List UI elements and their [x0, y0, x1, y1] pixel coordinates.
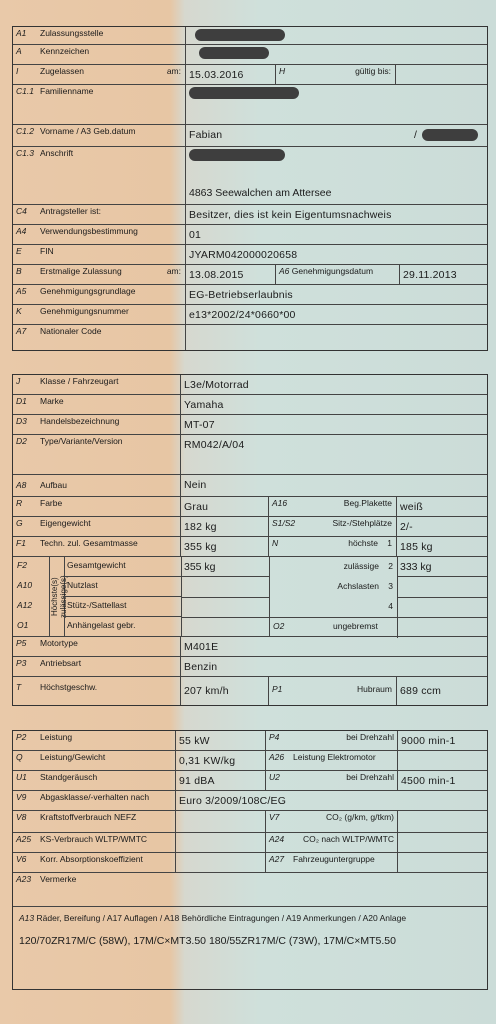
row-g: [13, 517, 487, 537]
row-v8: [13, 811, 487, 833]
slash-sep: /: [414, 129, 418, 141]
value-bereifung: 120/70ZR17M/C (58W), 17M/C×MT3.50 180/55ZR17M/C (73W), 17M/C×MT5.50: [19, 935, 396, 947]
code-d2: D2: [16, 436, 27, 446]
value-type: RM042/A/04: [184, 439, 245, 451]
value-drehzahl-u2: 4500 min-1: [401, 775, 456, 787]
label-a: Kennzeichen: [40, 46, 90, 56]
code-t: T: [16, 682, 22, 692]
code-h: H: [279, 66, 286, 76]
vertical-label-hoechstzulaessig: Höchste(s) zulässige(s): [49, 557, 65, 637]
code-c13: C1.3: [16, 148, 34, 158]
value-verwendung: 01: [189, 229, 202, 241]
code-a8: A8: [16, 480, 27, 490]
label-a13: Räder, Bereifung / A17 Auflagen / A18 Behördliche Eintragungen / A19 Anmerkungen / A20 Anlage: [36, 913, 407, 923]
value-marke: Yamaha: [184, 399, 224, 411]
value-hubraum: 689 ccm: [400, 685, 442, 697]
value-leistung: 55 kW: [176, 731, 266, 750]
value-sitzplaetze: 2/-: [400, 521, 413, 533]
value-leistungsgewicht: 0,31 KW/kg: [176, 751, 266, 770]
redaction-bar: [189, 87, 299, 99]
value-motortype: M401E: [184, 641, 219, 653]
code-a25: A25: [16, 834, 32, 844]
row-a13: [13, 907, 487, 989]
code-b: B: [16, 266, 22, 276]
label-v9: Abgasklasse/-verhalten nach: [40, 792, 150, 802]
row-e: [13, 245, 487, 265]
label-hubraum: Hubraum: [357, 684, 392, 694]
row-t: [13, 677, 487, 705]
code-n: N: [272, 538, 279, 548]
weights-block: [13, 557, 487, 637]
code-o1: O1: [17, 620, 29, 630]
row-a8: [13, 475, 487, 497]
label-g: Eigengewicht: [40, 518, 91, 528]
value-zugelassen: 15.03.2016: [186, 65, 276, 84]
section-registration: [12, 26, 488, 351]
label-b: Erstmalige Zulassung: [40, 266, 122, 276]
label-sitzplaetze: Sitz-/Stehplätze: [332, 518, 392, 528]
label-p2: Leistung: [40, 732, 73, 742]
row-v9: [13, 791, 487, 811]
row-p5: [13, 637, 487, 657]
code-e: E: [16, 246, 22, 256]
code-g: G: [16, 518, 23, 528]
row-v6: [13, 853, 487, 873]
code-v6: V6: [16, 854, 27, 864]
code-u1: U1: [16, 772, 27, 782]
redaction-bar: [199, 47, 269, 59]
row-k: [13, 305, 487, 325]
value-handelsbezeichnung: MT-07: [184, 419, 215, 431]
code-u2: U2: [269, 772, 280, 782]
code-o2: O2: [273, 621, 285, 631]
axle-number-4: 4: [388, 601, 393, 611]
code-a6: A6: [279, 266, 290, 276]
label-a1: Zulassungsstelle: [40, 28, 104, 38]
row-c12: [13, 125, 487, 147]
label-a7: Nationaler Code: [40, 326, 102, 336]
code-d1: D1: [16, 396, 27, 406]
row-a5: [13, 285, 487, 305]
label-v8: Kraftstoffverbrauch NEFZ: [40, 812, 137, 822]
label-ungebremst: ungebremst: [333, 621, 378, 631]
label-co2-wltp: CO₂ nach WLTP/WMTC: [303, 834, 394, 844]
label-t: Höchstgeschw.: [40, 682, 98, 692]
label-c13: Anschrift: [40, 148, 74, 158]
value-drehzahl: 9000 min-1: [401, 735, 456, 747]
label-d3: Handelsbezeichnung: [40, 416, 120, 426]
redaction-bar: [189, 149, 285, 161]
row-a1: [13, 27, 487, 45]
code-d3: D3: [16, 416, 27, 426]
label-anhaengelast: Anhängelast gebr.: [67, 620, 136, 630]
value-gesamtmasse: 355 kg: [181, 537, 269, 556]
code-a26: A26: [269, 752, 285, 762]
label-am: am:: [166, 266, 181, 276]
row-a: [13, 45, 487, 65]
code-c12: C1.2: [16, 126, 34, 136]
redaction-bar: [195, 29, 285, 41]
value-achslast-hoechste: 185 kg: [400, 541, 433, 553]
axle-number-2: 2: [388, 561, 393, 571]
code-a24: A24: [269, 834, 285, 844]
code-p3: P3: [16, 658, 27, 668]
label-j: Klasse / Fahrzeugart: [40, 376, 119, 386]
label-d2: Type/Variante/Version: [40, 436, 123, 446]
code-a5: A5: [16, 286, 27, 296]
row-a25: [13, 833, 487, 853]
label-untergruppe: Fahrzeuguntergruppe: [293, 854, 375, 864]
label-k: Genehmigungsnummer: [40, 306, 129, 316]
row-d3: [13, 415, 487, 435]
label-a5: Genehmigungsgrundlage: [40, 286, 136, 296]
label-a8: Aufbau: [40, 480, 67, 490]
code-f1: F1: [16, 538, 26, 548]
row-p2: [13, 731, 487, 751]
value-vorname: Fabian: [189, 129, 223, 141]
row-u1: [13, 771, 487, 791]
row-p3: [13, 657, 487, 677]
code-a7: A7: [16, 326, 27, 336]
axle-number-3: 3: [388, 581, 393, 591]
code-a23: A23: [16, 874, 32, 884]
value-fin: JYARM042000020658: [189, 249, 298, 261]
label-i: Zugelassen: [40, 66, 84, 76]
label-v6: Korr. Absorptionskoeffizient: [40, 854, 143, 864]
row-b: [13, 265, 487, 285]
code-a4: A4: [16, 226, 27, 236]
row-r: [13, 497, 487, 517]
section-vehicle: [12, 374, 488, 706]
row-a23: [13, 873, 487, 907]
label-c4: Antragsteller ist:: [40, 206, 101, 216]
row-d1: [13, 395, 487, 415]
label-elektromotor: Leistung Elektromotor: [293, 752, 376, 762]
value-genehmigungsdatum: 29.11.2013: [403, 269, 457, 281]
value-abgasklasse: Euro 3/2009/108C/EG: [179, 795, 287, 807]
label-p5: Motortype: [40, 638, 78, 648]
code-a: A: [16, 46, 22, 56]
code-q: Q: [16, 752, 23, 762]
code-a13: A13: [19, 913, 35, 923]
value-anschrift: 4863 Seewalchen am Attersee: [189, 186, 332, 199]
section-technical: [12, 730, 488, 990]
label-r: Farbe: [40, 498, 63, 508]
row-a7: [13, 325, 487, 350]
code-i: I: [16, 66, 19, 76]
label-stuetzlast: Stütz-/Sattellast: [63, 597, 181, 617]
value-genehmigungsgrundlage: EG-Betriebserlaubnis: [189, 289, 293, 301]
row-c11: [13, 85, 487, 125]
row-a4: [13, 225, 487, 245]
row-f1: [13, 537, 487, 557]
code-a12: A12: [17, 600, 33, 610]
label-drehzahl-u2: bei Drehzahl: [346, 772, 394, 782]
value-aufbau: Nein: [184, 479, 207, 491]
value-eigengewicht: 182 kg: [181, 517, 269, 536]
label-d1: Marke: [40, 396, 64, 406]
code-p2: P2: [16, 732, 27, 742]
code-j: J: [16, 376, 21, 386]
value-plakette: weiß: [400, 501, 423, 513]
code-c11: C1.1: [16, 86, 34, 96]
label-e: FIN: [40, 246, 54, 256]
label-achslasten: Achslasten: [337, 581, 379, 591]
code-p4: P4: [269, 732, 280, 742]
label-c11: Familienname: [40, 86, 94, 96]
value-genehmigungsnummer: e13*2002/24*0660*00: [189, 309, 296, 321]
redaction-bar: [422, 129, 478, 141]
label-hoechste: höchste: [348, 538, 378, 548]
label-c12: Vorname / A3 Geb.datum: [40, 126, 136, 136]
label-u1: Standgeräusch: [40, 772, 98, 782]
value-klasse: L3e/Motorrad: [184, 379, 249, 391]
code-a16: A16: [272, 498, 288, 508]
code-p1: P1: [272, 684, 283, 694]
label-am: am:: [166, 66, 181, 76]
value-antragsteller: Besitzer, dies ist kein Eigentumsnachweis: [189, 209, 392, 221]
value-achslast-zulaessig: 333 kg: [397, 557, 487, 577]
label-p3: Antriebsart: [40, 658, 82, 668]
code-s1s2: S1/S2: [272, 518, 296, 528]
value-gesamtgewicht: 355 kg: [181, 557, 269, 577]
row-d2: [13, 435, 487, 475]
code-a1: A1: [16, 28, 27, 38]
row-c13: [13, 147, 487, 205]
code-a10: A10: [17, 580, 33, 590]
code-v7: V7: [269, 812, 280, 822]
label-gueltig: gültig bis:: [355, 66, 391, 76]
label-a16: Beg.Plakette: [343, 498, 392, 508]
label-gesamtgewicht: Gesamtgewicht: [63, 557, 181, 577]
label-drehzahl: bei Drehzahl: [346, 732, 394, 742]
row-q: [13, 751, 487, 771]
code-v8: V8: [16, 812, 27, 822]
value-standgeraeusch: 91 dBA: [176, 771, 266, 790]
label-vermerke: Vermerke: [40, 874, 77, 884]
label-nutzlast: Nutzlast: [63, 577, 181, 597]
label-co2: CO₂ (g/km, g/tkm): [326, 812, 394, 822]
code-c4: C4: [16, 206, 27, 216]
value-antriebsart: Benzin: [184, 661, 218, 673]
label-q: Leistung/Gewicht: [40, 752, 106, 762]
value-hoechstgeschw: 207 km/h: [181, 677, 269, 705]
row-i: [13, 65, 487, 85]
label-a25: KS-Verbrauch WLTP/WMTC: [40, 834, 148, 844]
label-a4: Verwendungsbestimmung: [40, 226, 138, 236]
row-j: [13, 375, 487, 395]
code-a27: A27: [269, 854, 285, 864]
axle-number-1: 1: [387, 538, 392, 548]
label-a6: Genehmigungsdatum: [291, 266, 374, 276]
label-zulaessige: zulässige: [343, 561, 379, 571]
code-f2: F2: [17, 560, 27, 570]
label-f1: Techn. zul. Gesamtmasse: [40, 538, 138, 548]
value-erstzulassung: 13.08.2015: [186, 265, 276, 284]
value-farbe: Grau: [181, 497, 269, 516]
code-k: K: [16, 306, 22, 316]
code-p5: P5: [16, 638, 27, 648]
code-r: R: [16, 498, 23, 508]
code-v9: V9: [16, 792, 27, 802]
row-c4: [13, 205, 487, 225]
